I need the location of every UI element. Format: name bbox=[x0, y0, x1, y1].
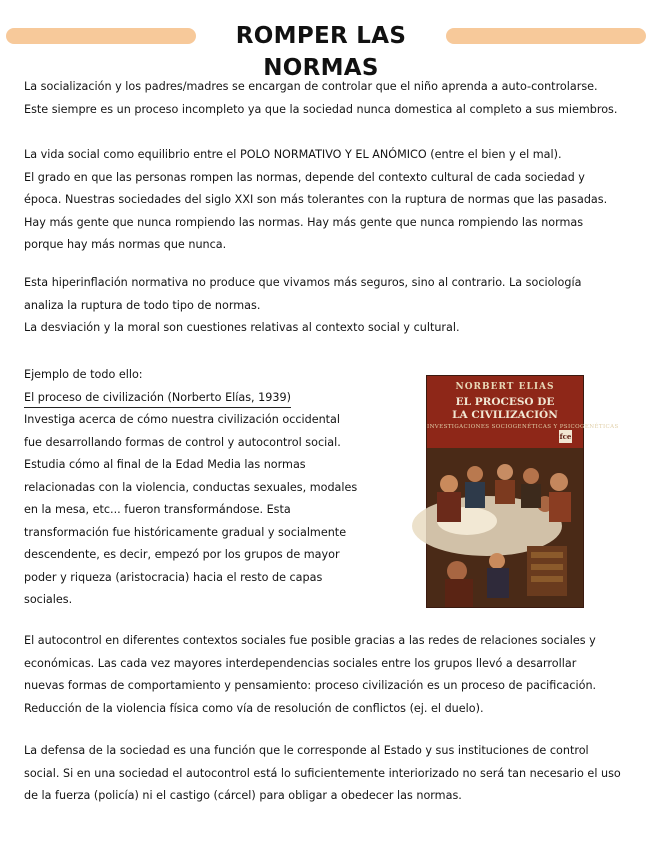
book-reference: El proceso de civilización (Norberto Elías, 1939) bbox=[24, 388, 291, 408]
text-line: porque hay más normas que nunca. bbox=[24, 238, 227, 251]
paragraph-socialization bbox=[24, 76, 628, 121]
book-title-line2: LA CIVILIZACIÓN bbox=[452, 409, 558, 421]
text-line: Investiga acerca de cómo nuestra civilización occidental bbox=[24, 413, 341, 426]
book-reference-line bbox=[24, 387, 384, 410]
text-line: transformación fue históricamente gradual y socialmente bbox=[24, 525, 347, 539]
header bbox=[0, 18, 656, 81]
text-line: El grado en que las personas rompen las normas, depende del contexto cultural de cada sociedad y bbox=[24, 170, 585, 184]
header-accent-bar-left bbox=[6, 28, 196, 44]
text-line: nuevas formas de comportamiento y pensamiento: proceso civilización es un proceso de pacificación. bbox=[24, 679, 597, 692]
text-line: Esta hiperinflación normativa no produce que vivamos más seguros, sino al contrario. La sociología bbox=[24, 276, 582, 289]
paragraph-autocontrol bbox=[24, 630, 628, 720]
text-line: analiza la ruptura de todo tipo de normas. bbox=[24, 298, 261, 312]
text-line: Reducción de la violencia física como vía de resolución de conflictos (ej. el duelo). bbox=[24, 701, 484, 715]
text-line: Hay más gente que nunca rompiendo las normas. Hay más gente que nunca rompiendo las normas bbox=[24, 215, 584, 229]
page-title: ROMPER LAS NORMAS bbox=[235, 23, 407, 81]
book-subtitle: INVESTIGACIONES SOCIOGENÉTICAS Y PSICOGENÉTICAS bbox=[427, 424, 619, 430]
text-line: La vida social como equilibrio entre el POLO NORMATIVO Y EL ANÓMICO (entre el bien y el mal). bbox=[24, 148, 562, 161]
text-line: poder y riqueza (aristocracia) hacia el resto de capas bbox=[24, 570, 323, 584]
text-line: relacionadas con la violencia, conductas sexuales, modales bbox=[24, 480, 358, 494]
paragraph-state-defense bbox=[24, 740, 628, 808]
paragraph-social-life bbox=[24, 144, 628, 257]
text-line: Estudia cómo al final de la Edad Media las normas bbox=[24, 458, 306, 471]
text-line: fue desarrollando formas de control y autocontrol social. bbox=[24, 435, 341, 449]
header-accent-bar-right bbox=[446, 28, 646, 44]
book-cover-image bbox=[427, 376, 619, 607]
text-line: La socialización y los padres/madres se encargan de controlar que el niño aprenda a auto-controlarse. bbox=[24, 80, 598, 93]
text-line: descendente, es decir, empezó por los grupos de mayor bbox=[24, 548, 340, 561]
text-line: La desviación y la moral son cuestiones relativas al contexto social y cultural. bbox=[24, 321, 460, 334]
text-line: La defensa de la sociedad es una función que le corresponde al Estado y sus instituciones de control bbox=[24, 744, 589, 757]
text-line: sociales. bbox=[24, 593, 73, 606]
example-intro: Ejemplo de todo ello: bbox=[24, 368, 143, 381]
text-line: económicas. Las cada vez mayores interdependencias sociales entre los grupos llevó a desarrollar bbox=[24, 656, 577, 670]
book-title-line1: EL PROCESO DE bbox=[455, 396, 555, 408]
text-line: El autocontrol en diferentes contextos sociales fue posible gracias a las redes de relaciones sociales y bbox=[24, 634, 596, 647]
text-line: en la mesa, etc... fueron transformándose. Esta bbox=[24, 503, 291, 516]
text-line: época. Nuestras sociedades del siglo XXI son más tolerantes con la ruptura de normas que las pasadas. bbox=[24, 193, 608, 206]
text-line: Este siempre es un proceso incompleto ya que la sociedad nunca domestica al completo a sus miembros. bbox=[24, 102, 618, 116]
book-author: NORBERT ELIAS bbox=[455, 382, 555, 392]
paragraph-hyperinflation bbox=[24, 272, 628, 340]
publisher-logo: fce bbox=[559, 432, 572, 441]
text-line: de la fuerza (policía) ni el castigo (cárcel) para obligar a obedecer las normas. bbox=[24, 789, 462, 802]
text-line: social. Si en una sociedad el autocontrol está lo suficientemente interiorizado no será tan necesario el uso bbox=[24, 766, 621, 780]
paragraph-example bbox=[24, 364, 384, 612]
